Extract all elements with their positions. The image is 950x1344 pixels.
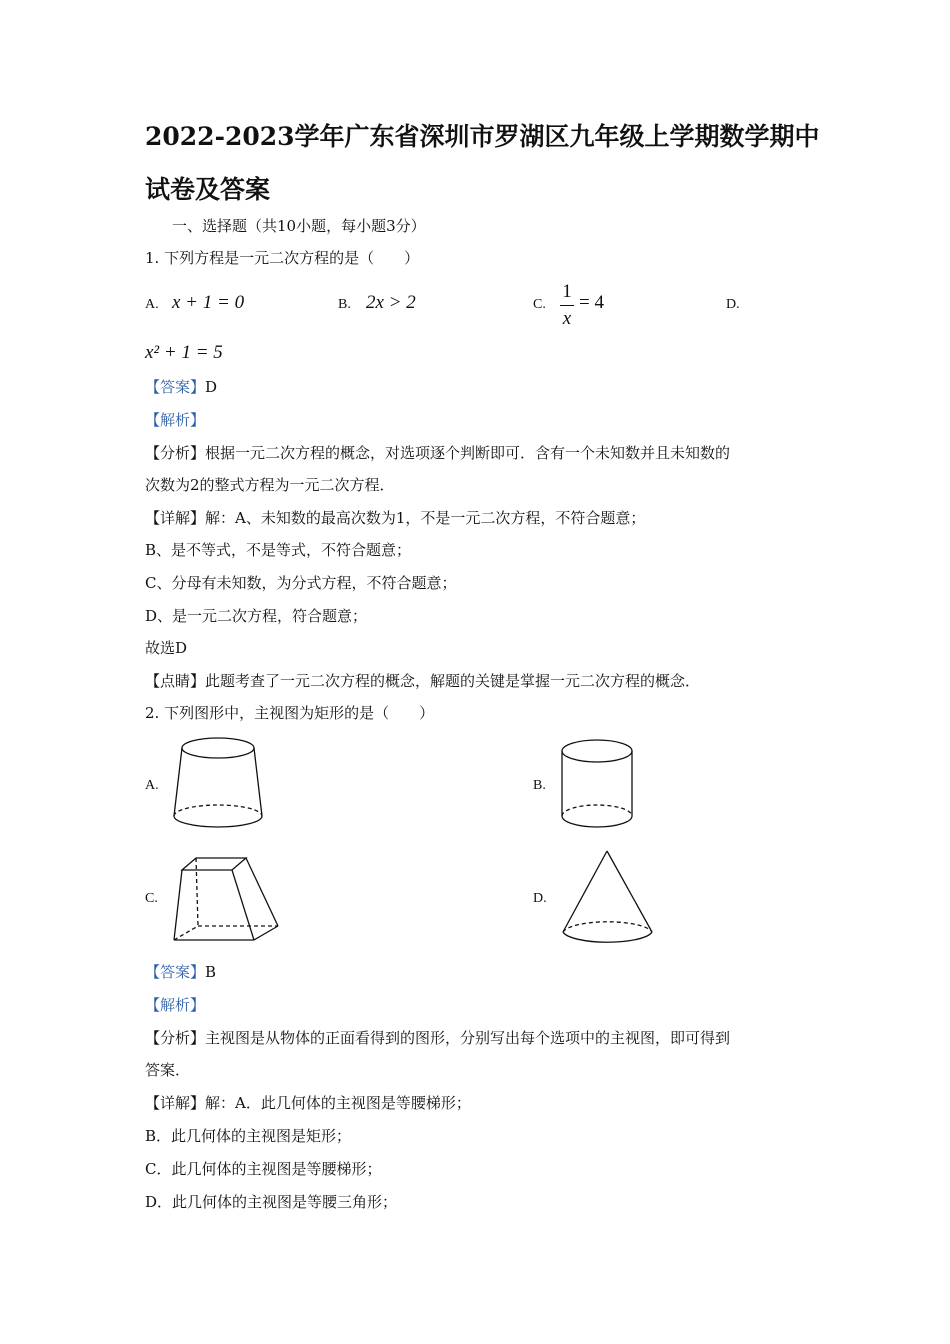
q2-option-d-label: D.: [533, 891, 547, 906]
xiangjie-tag: 【详解】: [145, 509, 206, 527]
q1-fenxi-line-2: 次数为2的整式方程为一元二次方程．: [145, 476, 395, 494]
q1-fenxi: [145, 443, 730, 463]
q1-answer: [145, 377, 217, 397]
q1-xiangjie: [145, 508, 645, 528]
frustum-prism-figure: [170, 854, 282, 944]
section-heading: 一、选择题（共10小题，每小题3分）: [172, 217, 426, 235]
q1-option-c-label: C.: [533, 297, 546, 312]
document-title: [145, 110, 825, 216]
q1-xiangjie-line-3: C、分母有未知数，为分式方程，不符合题意；: [145, 574, 457, 592]
q2-fenxi-line-2: 答案．: [145, 1061, 191, 1079]
q2-stem: 2. 下列图形中，主视图为矩形的是（ ）: [145, 704, 435, 722]
q2-xiangjie-line-4: D．此几何体的主视图是等腰三角形；: [145, 1193, 398, 1211]
answer-tag: 【答案】: [145, 963, 206, 981]
title-line-2: 试卷及答案: [145, 175, 271, 204]
fenxi-tag: 【分析】: [145, 444, 206, 462]
xiangjie-tag: 【详解】: [145, 1094, 206, 1112]
q1-stem: 1. 下列方程是一元二次方程的是（ ）: [145, 249, 420, 267]
q1-jiexi-tag: 【解析】: [145, 411, 206, 429]
q1-option-d-expr: x² + 1 = 5: [145, 342, 223, 363]
q2-option-a-label: A.: [145, 778, 159, 793]
xiangjie-text: 解：A．此几何体的主视图是等腰梯形；: [205, 1094, 471, 1112]
q2-option-c-label: C.: [145, 891, 158, 906]
q1-option-d-label: D.: [726, 297, 740, 312]
answer-tag: 【答案】: [145, 378, 206, 396]
dianjing-tag: 【点睛】: [145, 672, 206, 690]
q1-option-a-expr: x + 1 = 0: [172, 292, 245, 313]
q1-xiangjie-line-5: 故选D: [145, 639, 188, 657]
q1-option-c-rhs: = 4: [579, 292, 604, 313]
cylinder-figure: [559, 738, 635, 833]
q1-xiangjie-line-4: D、是一元二次方程，符合题意；: [145, 607, 368, 625]
frustum-cone-figure: [170, 736, 266, 831]
cone-figure: [560, 848, 656, 948]
q1-option-c-denominator: x: [562, 308, 572, 329]
q1-option-c-fraction-bar: [560, 305, 574, 306]
q1-xiangjie-line-2: B、是不等式，不是等式，不符合题意；: [145, 541, 412, 559]
q1-option-c-numerator: 1: [562, 281, 572, 302]
q1-option-a-label: A.: [145, 297, 159, 312]
q1-option-b-label: B.: [338, 297, 351, 312]
q2-xiangjie-line-2: B．此几何体的主视图是矩形；: [145, 1127, 352, 1145]
answer-value: D: [205, 378, 218, 396]
fenxi-tag: 【分析】: [145, 1029, 206, 1047]
answer-value: B: [205, 963, 217, 981]
q1-option-b-expr: 2x > 2: [366, 292, 416, 313]
xiangjie-text: 解：A、未知数的最高次数为1，不是一元二次方程，不符合题意；: [205, 509, 646, 527]
q2-xiangjie-line-3: C．此几何体的主视图是等腰梯形；: [145, 1160, 382, 1178]
q2-jiexi-tag: 【解析】: [145, 996, 206, 1014]
title-line-1: 2022-2023学年广东省深圳市罗湖区九年级上学期数学期中: [145, 122, 820, 151]
q2-answer: [145, 962, 216, 982]
q2-xiangjie: [145, 1093, 471, 1113]
fenxi-text: 根据一元二次方程的概念，对选项逐个判断即可．含有一个未知数并且未知数的: [205, 444, 731, 462]
q2-fenxi: [145, 1028, 730, 1048]
q1-dianjing: [145, 671, 700, 691]
dianjing-text: 此题考查了一元二次方程的概念，解题的关键是掌握一元二次方程的概念．: [205, 672, 701, 690]
fenxi-text: 主视图是从物体的正面看得到的图形，分别写出每个选项中的主视图，即可得到: [205, 1029, 731, 1047]
q2-option-b-label: B.: [533, 778, 546, 793]
